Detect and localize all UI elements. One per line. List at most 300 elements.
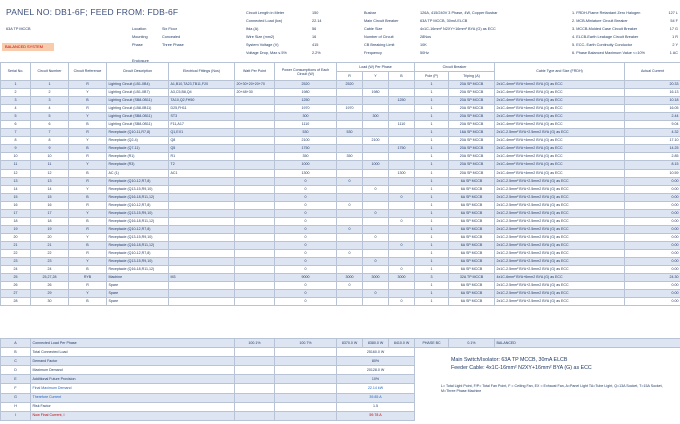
cell-watt-per-point	[235, 137, 275, 145]
cell-load-r	[337, 241, 363, 249]
cell-cable-type: 2x1C-4mm² BYA+4mm2 BYA (G) as ECC	[495, 121, 625, 129]
cell-electrical-fittings	[169, 217, 235, 225]
header-field-value: 63A TP MCCB, 30mA ELCB	[420, 19, 468, 23]
cell-circuit-number: 21	[31, 241, 69, 249]
cell-circuit-description: Receptacle (Q10-12,R7,8)	[107, 225, 169, 233]
cell-circuit-description: Receptacle (Q13-15,R9,10)	[107, 209, 169, 217]
cell-watt-per-point	[235, 129, 275, 137]
summary-c3	[275, 393, 337, 402]
cell-pole: 1	[415, 201, 449, 209]
cell-actual-current: 10.59	[625, 169, 680, 177]
summary-c2: 100.1%	[235, 339, 275, 348]
col-header-actual-current: Actual Current	[625, 63, 680, 81]
cell-load-y: 1980	[363, 89, 389, 97]
cell-actual-current: 0.00	[625, 233, 680, 241]
cell-load-b: 1250	[389, 97, 415, 105]
cell-load-b: 0	[389, 266, 415, 274]
table-row[interactable]	[1, 81, 680, 89]
cell-cable-type: 2x1C-2.5mm² BYA+2.5mm2 BYA (G) as ECC	[495, 177, 625, 185]
cell-circuit-description: Receptacle (Q16-18,R11,12)	[107, 241, 169, 249]
cell-circuit-number: 7	[31, 129, 69, 137]
col-header-power-consumption: Power Consumptions of Each Circuit (W)	[275, 63, 337, 81]
cell-watt-per-point	[235, 121, 275, 129]
cell-load-r	[337, 89, 363, 97]
cell-circuit-reference: R	[69, 249, 107, 257]
cell-actual-current: 17.10	[625, 137, 680, 145]
cell-actual-current: 0.00	[625, 201, 680, 209]
summary-key: F	[1, 384, 31, 393]
table-row[interactable]	[1, 201, 680, 209]
table-row[interactable]	[1, 105, 680, 113]
table-row[interactable]	[1, 274, 680, 282]
cell-load-b	[389, 81, 415, 89]
header-field-label: Busbar	[364, 11, 377, 15]
cell-actual-current: 8.15	[625, 161, 680, 169]
cell-watt-per-point	[235, 249, 275, 257]
table-row[interactable]	[1, 113, 680, 121]
cell-load-r	[337, 121, 363, 129]
table-row[interactable]	[1, 145, 680, 153]
cell-watt-per-point	[235, 217, 275, 225]
header-field-label: Location	[132, 27, 147, 31]
cell-load-b	[389, 185, 415, 193]
cell-cable-type: 2x1C-4mm² BYA+4mm2 BYA (G) as ECC	[495, 161, 625, 169]
summary-c3	[275, 411, 337, 420]
cell-electrical-fittings: AC1	[169, 169, 235, 177]
cell-cable-type: 2x1C-2.5mm² BYA+2.5mm2 BYA (G) as ECC	[495, 201, 625, 209]
cell-watt-per-point: 20+48+30	[235, 89, 275, 97]
balanced-system-badge[interactable]: BALANCED SYSTEM	[2, 43, 54, 51]
cell-load-b: 1300	[389, 169, 415, 177]
summary-label: Therefore Current	[31, 393, 235, 402]
cell-cable-type: 2x1C-2.5mm² BYA+2.5mm2 BYA (G) as ECC	[495, 258, 625, 266]
header-field	[0, 25, 680, 33]
cell-power-consumption: 0	[275, 282, 337, 290]
header-field	[0, 9, 680, 17]
table-row[interactable]	[1, 233, 680, 241]
cell-cable-type: 4x1C-6mm² BYA+6mm2 BYA (G) as ECC	[495, 274, 625, 282]
cell-electrical-fittings	[169, 209, 235, 217]
header-field-value: 126A, 415/240V 3 Phase, 4W, Copper Busbar	[420, 11, 498, 15]
table-row[interactable]	[1, 258, 680, 266]
cell-tripping: 20A SP MCCB	[449, 81, 495, 89]
summary-value: 59.78 A	[337, 411, 415, 420]
summary-blank	[415, 375, 680, 384]
cell-cable-type: 2x1C-2.5mm² BYA+2.5mm2 BYA (G) as ECC	[495, 217, 625, 225]
cell-circuit-number: 30	[31, 298, 69, 306]
table-row[interactable]	[1, 249, 680, 257]
header-field-label: Frequency	[364, 51, 382, 55]
cell-circuit-description: AC (1)	[107, 169, 169, 177]
header-field	[0, 33, 680, 41]
cell-load-b	[389, 153, 415, 161]
cell-serial: 19	[1, 225, 31, 233]
cell-pole: 1	[415, 241, 449, 249]
table-row[interactable]	[1, 161, 680, 169]
table-row[interactable]	[1, 209, 680, 217]
table-row[interactable]	[1, 290, 680, 298]
cell-load-y	[363, 145, 389, 153]
cell-load-r	[337, 298, 363, 306]
summary-row	[1, 339, 680, 348]
table-row[interactable]	[1, 298, 680, 306]
cell-circuit-description: Spare	[107, 282, 169, 290]
header-field-value: 415	[312, 43, 319, 47]
cell-circuit-description: Spare	[107, 290, 169, 298]
cell-actual-current: 0.00	[625, 177, 680, 185]
cell-load-y	[363, 81, 389, 89]
cell-electrical-fittings	[169, 233, 235, 241]
table-row[interactable]	[1, 177, 680, 185]
cell-circuit-reference: R	[69, 81, 107, 89]
summary-b: 8410.0 W	[389, 339, 415, 348]
cell-power-consumption: 0	[275, 225, 337, 233]
cell-tripping: 32A TP MCCB	[449, 274, 495, 282]
summary-label: Final Maximum Demand	[31, 384, 235, 393]
cell-cable-type: 2x1C-2.5mm² BYA+2.5mm2 BYA (G) as ECC	[495, 282, 625, 290]
cell-cable-type: 2x1C-2.5mm² BYA+2.5mm2 BYA (G) as ECC	[495, 233, 625, 241]
header-field-label: Number of Circuit	[364, 35, 394, 39]
cell-load-b	[389, 129, 415, 137]
cell-load-y: 0	[363, 258, 389, 266]
summary-c3: 100.7%	[275, 339, 337, 348]
cell-circuit-reference: Y	[69, 209, 107, 217]
cell-load-y	[363, 298, 389, 306]
cell-circuit-description: Receptacle (Q13-15,R9,10)	[107, 185, 169, 193]
cell-electrical-fittings: T2	[169, 161, 235, 169]
cell-serial: 25	[1, 274, 31, 282]
cell-tripping: 16A SP MCCB	[449, 129, 495, 137]
summary-row	[1, 348, 680, 357]
cell-serial: 11	[1, 161, 31, 169]
cell-electrical-fittings: ST3	[169, 113, 235, 121]
summary-blank	[415, 411, 680, 420]
cell-circuit-number: 5	[31, 113, 69, 121]
cell-load-r	[337, 97, 363, 105]
cell-circuit-number: 6	[31, 121, 69, 129]
cell-load-b: 0	[389, 217, 415, 225]
table-row[interactable]	[1, 121, 680, 129]
cell-tripping: 6A SP MCCB	[449, 177, 495, 185]
cell-power-consumption: 9000	[275, 274, 337, 282]
cell-actual-current: 0.00	[625, 193, 680, 201]
cell-watt-per-point	[235, 298, 275, 306]
cell-load-b	[389, 282, 415, 290]
cell-electrical-fittings: F11,A17	[169, 121, 235, 129]
cell-watt-per-point	[235, 225, 275, 233]
summary-label: Maximum Demand	[31, 366, 235, 375]
cell-watt-per-point	[235, 201, 275, 209]
cell-circuit-reference: Y	[69, 113, 107, 121]
table-row[interactable]	[1, 225, 680, 233]
table-row[interactable]	[1, 129, 680, 137]
cell-load-r	[337, 137, 363, 145]
cell-load-r: 530	[337, 129, 363, 137]
header-field-label: Wire Size (mm2)	[246, 35, 275, 39]
cell-watt-per-point	[235, 266, 275, 274]
cell-circuit-description: Lighting Circuit (LB1-0B7)	[107, 89, 169, 97]
cell-pole: 1	[415, 225, 449, 233]
cell-pole: 1	[415, 97, 449, 105]
cell-circuit-number: 12	[31, 169, 69, 177]
cell-circuit-description: Lighting Circuit (SB8-0B11)	[107, 97, 169, 105]
cell-load-y	[363, 266, 389, 274]
header-field-value: Concealed	[162, 35, 181, 39]
cell-circuit-number: 9	[31, 145, 69, 153]
cell-load-y	[363, 169, 389, 177]
cell-load-r	[337, 258, 363, 266]
table-row[interactable]	[1, 282, 680, 290]
cell-tripping: 20A SP MCCB	[449, 89, 495, 97]
cell-load-y: 1000	[363, 161, 389, 169]
header-field-label: CB Breaking Limit	[364, 43, 395, 47]
col-header-electrical-fittings: Electrical Fittings (Nos)	[169, 63, 235, 81]
summary-label: Risk Factor	[31, 402, 235, 411]
cell-circuit-reference: B	[69, 145, 107, 153]
cell-serial: 3	[1, 97, 31, 105]
main-switch-info	[451, 357, 592, 372]
cell-pole: 1	[415, 105, 449, 113]
cell-electrical-fittings	[169, 249, 235, 257]
summary-label: Additional Future Provision	[31, 375, 235, 384]
cell-load-b	[389, 258, 415, 266]
cell-load-r: 0	[337, 249, 363, 257]
cell-pole: 1	[415, 233, 449, 241]
cell-serial: 14	[1, 185, 31, 193]
cell-power-consumption: 1300	[275, 169, 337, 177]
cell-circuit-number: 22	[31, 249, 69, 257]
cell-tripping: 20A SP MCCB	[449, 137, 495, 145]
cell-power-consumption: 0	[275, 193, 337, 201]
summary-c2	[235, 384, 275, 393]
cell-load-y: 3000	[363, 274, 389, 282]
cell-serial: 5	[1, 113, 31, 121]
cell-actual-current: 20.33	[625, 81, 680, 89]
cell-pole: 3	[415, 274, 449, 282]
cell-circuit-reference: B	[69, 266, 107, 274]
cell-power-consumption: 2100	[275, 137, 337, 145]
cell-electrical-fittings	[169, 241, 235, 249]
header-field-value: 127 L	[668, 11, 678, 15]
table-row[interactable]	[1, 193, 680, 201]
summary-value: 39.85 A	[337, 393, 415, 402]
cell-pole: 1	[415, 209, 449, 217]
cell-pole: 1	[415, 137, 449, 145]
cell-pole: 1	[415, 290, 449, 298]
cell-circuit-number: 18	[31, 217, 69, 225]
cell-circuit-number: 1	[31, 81, 69, 89]
cell-serial: 4	[1, 105, 31, 113]
cell-circuit-reference: R	[69, 105, 107, 113]
col-header-load-per-phase: Load (W) Per Phase	[337, 63, 415, 72]
cell-power-consumption: 0	[275, 258, 337, 266]
panel-title: PANEL NO: DB1-6F; FEED FROM: FDB-6F	[6, 7, 179, 17]
cell-actual-current: 9.04	[625, 121, 680, 129]
cell-power-consumption: 0	[275, 201, 337, 209]
cell-actual-current: 24.30	[625, 274, 680, 282]
cell-circuit-number: 19	[31, 225, 69, 233]
cell-load-r: 350	[337, 153, 363, 161]
cell-pole: 1	[415, 153, 449, 161]
col-header-phase-b: B	[389, 72, 415, 81]
cell-actual-current: 14.25	[625, 145, 680, 153]
summary-r: 8370.0 W	[337, 339, 363, 348]
cell-cable-type: 2x1C-2.5mm² BYA+2.5mm2 BYA (G) as ECC	[495, 266, 625, 274]
cell-circuit-reference: R	[69, 129, 107, 137]
cell-serial: 16	[1, 201, 31, 209]
cell-serial: 28	[1, 298, 31, 306]
cell-electrical-fittings	[169, 225, 235, 233]
header-field-label: 4. ELCB-Earth Leakage Circuit Breaker	[572, 35, 639, 39]
cell-load-r	[337, 185, 363, 193]
table-row[interactable]	[1, 153, 680, 161]
cell-electrical-fittings: Q5	[169, 145, 235, 153]
table-row[interactable]	[1, 89, 680, 97]
col-header-cable-type: Cable Type and Size (FRDH)	[495, 63, 625, 81]
table-row[interactable]	[1, 266, 680, 274]
cell-cable-type: 2x1C-4mm² BYA+4mm2 BYA (G) as ECC	[495, 137, 625, 145]
header-field-value: 2 Y	[672, 43, 678, 47]
table-row[interactable]	[1, 241, 680, 249]
cell-load-b	[389, 177, 415, 185]
cell-serial: 24	[1, 266, 31, 274]
summary-value: 80%	[337, 357, 415, 366]
cell-pole: 1	[415, 282, 449, 290]
cell-pole: 1	[415, 258, 449, 266]
mccb-label: 63A TP MCCB	[6, 27, 31, 31]
cell-load-y	[363, 177, 389, 185]
cell-serial: 7	[1, 129, 31, 137]
cell-load-b: 0	[389, 193, 415, 201]
summary-key: G	[1, 393, 31, 402]
cell-power-consumption: 0	[275, 177, 337, 185]
summary-c2	[235, 393, 275, 402]
cell-circuit-number: 16	[31, 201, 69, 209]
cell-actual-current: 0.00	[625, 290, 680, 298]
table-row[interactable]	[1, 217, 680, 225]
summary-c2	[235, 411, 275, 420]
cell-circuit-number: 10	[31, 153, 69, 161]
header-field-value: 2.2%	[312, 51, 321, 55]
cell-power-consumption: 0	[275, 185, 337, 193]
cell-serial: 23	[1, 258, 31, 266]
summary-c3	[275, 357, 337, 366]
summary-c2	[235, 375, 275, 384]
summary-c2	[235, 357, 275, 366]
cell-tripping: 20A SP MCCB	[449, 121, 495, 129]
cell-cable-type: 2x1C-4mm² BYA+4mm2 BYA (G) as ECC	[495, 97, 625, 105]
cell-watt-per-point	[235, 97, 275, 105]
cell-circuit-reference: Y	[69, 161, 107, 169]
cell-electrical-fittings	[169, 266, 235, 274]
cell-watt-per-point	[235, 145, 275, 153]
cell-pole: 1	[415, 249, 449, 257]
cell-power-consumption: 0	[275, 249, 337, 257]
cell-electrical-fittings	[169, 258, 235, 266]
cell-circuit-description: Receptacle (Q2-4)	[107, 137, 169, 145]
cell-cable-type: 2x1C-4mm² BYA+4mm2 BYA (G) as ECC	[495, 81, 625, 89]
cell-electrical-fittings	[169, 185, 235, 193]
cell-load-y	[363, 241, 389, 249]
cell-tripping: 20A SP MCCB	[449, 97, 495, 105]
legend-note: L= Total Light Point, F/P= Total Fan Point, F = Ceiling Fan, EX = Exhaust Fan, A=Panel Light TA=Tube Light, Q=13A Socket, T=15A Socket, M=Three Phase Machine	[441, 384, 663, 394]
cell-tripping: 6A SP MCCB	[449, 298, 495, 306]
table-row[interactable]	[1, 185, 680, 193]
cell-serial: 20	[1, 233, 31, 241]
summary-key: I	[1, 411, 31, 420]
cell-power-consumption: 1970	[275, 105, 337, 113]
header-field-value: Six Floor	[162, 27, 177, 31]
cell-power-consumption: 0	[275, 217, 337, 225]
cell-circuit-description: Receptacle (R1)	[107, 153, 169, 161]
cell-load-y: 2100	[363, 137, 389, 145]
cell-load-r	[337, 145, 363, 153]
cell-tripping: 6A SP MCCB	[449, 209, 495, 217]
cell-actual-current: 2.44	[625, 113, 680, 121]
cell-pole: 1	[415, 81, 449, 89]
cell-load-y	[363, 121, 389, 129]
table-row[interactable]	[1, 169, 680, 177]
summary-table-body	[1, 339, 680, 421]
cell-load-r: 1970	[337, 105, 363, 113]
header-field-value: 28Nos	[420, 35, 431, 39]
cell-circuit-number: 3	[31, 97, 69, 105]
summary-table	[0, 338, 680, 421]
header-field-value: 16	[312, 35, 317, 39]
table-row[interactable]	[1, 137, 680, 145]
cell-cable-type: 2x1C-4mm² BYA+4mm2 BYA (G) as ECC	[495, 113, 625, 121]
cell-load-y	[363, 97, 389, 105]
summary-value: 10%	[337, 375, 415, 384]
cell-pole: 1	[415, 113, 449, 121]
main-switch-line: Main Switch/Isolator: 63A TP MCCB, 30mA ELCB	[451, 357, 568, 363]
cell-circuit-description: Lighting Circuit (LB1-0B4)	[107, 81, 169, 89]
cell-tripping: 6A SP MCCB	[449, 217, 495, 225]
cell-load-r	[337, 217, 363, 225]
header-field-label: Circuit Length in Meter	[246, 11, 285, 15]
cell-watt-per-point	[235, 113, 275, 121]
cell-tripping: 6A SP MCCB	[449, 282, 495, 290]
cell-actual-current: 0.00	[625, 258, 680, 266]
cell-pole: 1	[415, 161, 449, 169]
col-header-phase-r: R	[337, 72, 363, 81]
cell-pole: 1	[415, 129, 449, 137]
cell-load-y	[363, 217, 389, 225]
table-row[interactable]	[1, 97, 680, 105]
cell-circuit-reference: B	[69, 193, 107, 201]
cell-serial: 17	[1, 209, 31, 217]
cell-load-y	[363, 282, 389, 290]
summary-c2	[235, 402, 275, 411]
cell-circuit-reference: R	[69, 201, 107, 209]
cell-load-b: 1750	[389, 145, 415, 153]
cell-circuit-description: Receptacle (Q10-12,R7,8)	[107, 201, 169, 209]
cell-circuit-number: 23	[31, 258, 69, 266]
cell-watt-per-point	[235, 241, 275, 249]
cell-watt-per-point	[235, 282, 275, 290]
cell-circuit-reference: Y	[69, 258, 107, 266]
cell-power-consumption: 2520	[275, 81, 337, 89]
cell-circuit-reference: B	[69, 298, 107, 306]
cell-tripping: 6A SP MCCB	[449, 193, 495, 201]
cell-cable-type: 2x1C-2.5mm² BYA+2.5mm2 BYA (G) as ECC	[495, 193, 625, 201]
header-field-value: 1 R	[672, 35, 678, 39]
cell-serial: 15	[1, 193, 31, 201]
cell-circuit-description: Receptacle (R3)	[107, 161, 169, 169]
cell-load-b	[389, 209, 415, 217]
cell-tripping: 20A SP MCCB	[449, 153, 495, 161]
cell-circuit-number: 25,27,28	[31, 274, 69, 282]
